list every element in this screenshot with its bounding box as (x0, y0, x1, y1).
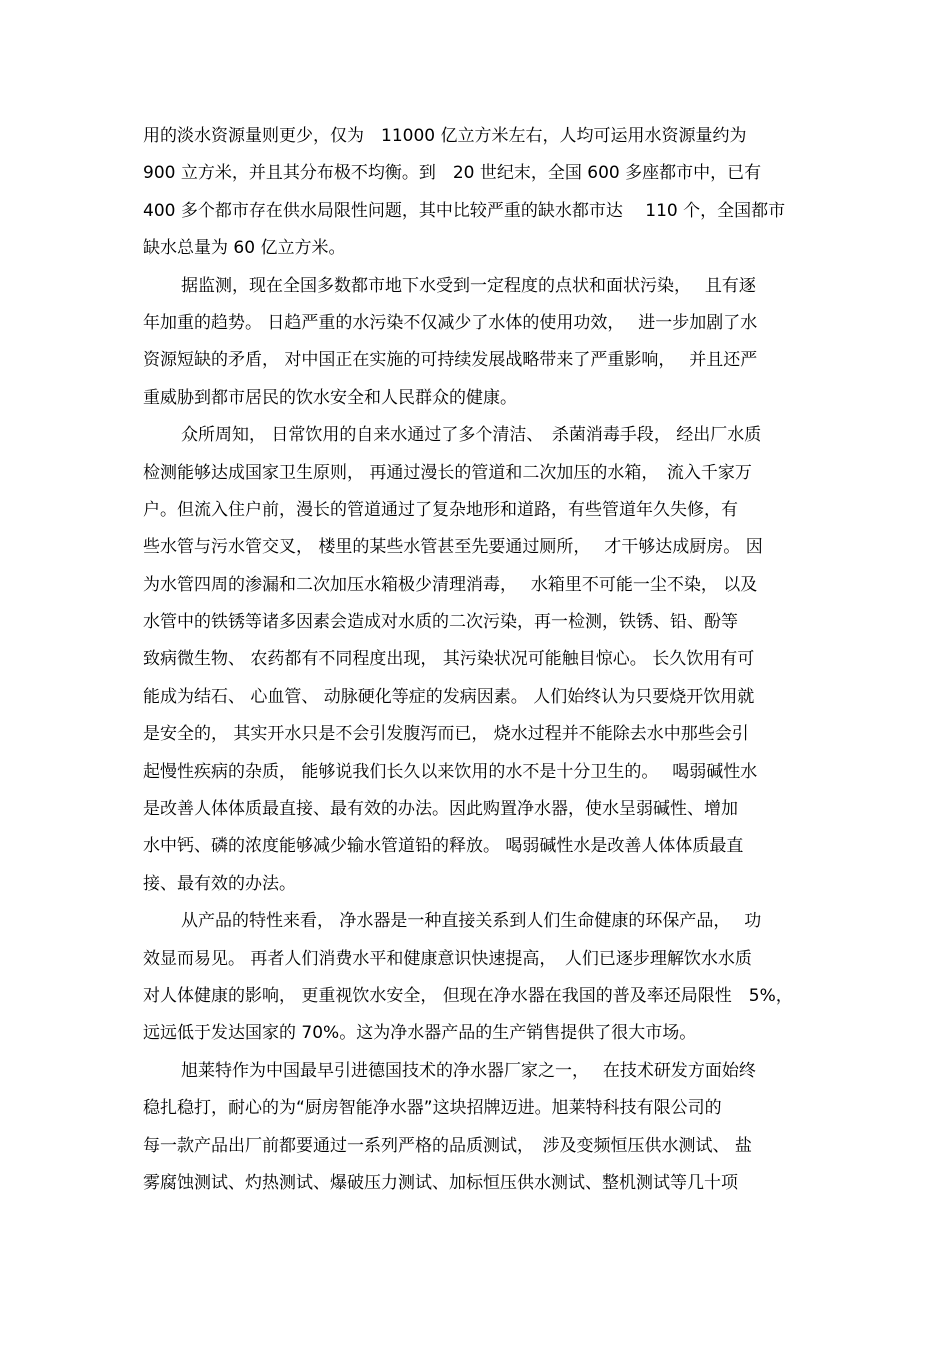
text-line: 些水管与污水管交叉， 楼里的某些水管甚至先要通过厕所， 才干够达成厨房。 因 (143, 537, 763, 558)
text-line: 能成为结石、 心血管、 动脉硬化等症的发病因素。 人们始终认为只要烧开饮用就 (143, 686, 755, 707)
text-line: 400 多个都市存在供水局限性问题，其中比较严重的缺水都市达 110 个，全国都市 (143, 200, 786, 221)
paragraph (143, 268, 833, 418)
text-line: 效显而易见。 再者人们消费水平和健康意识快速提高， 人们已逐步理解饮水水质 (143, 948, 752, 969)
text-line: 众所周知， 日常饮用的自来水通过了多个清洁、 杀菌消毒手段， 经出厂水质 (181, 425, 762, 446)
text-line: 据监测，现在全国多数都市地下水受到一定程度的点状和面状污染， 且有逐 (181, 275, 756, 296)
text-line: 900 立方米，并且其分布极不均衡。到 20 世纪末，全国 600 多座都市中，已有 (143, 163, 762, 184)
text-line: 年加重的趋势。 日趋严重的水污染不仅减少了水体的使用功效， 进一步加剧了水 (143, 312, 758, 333)
text-line: 资源短缺的矛盾， 对中国正在实施的可持续发展战略带来了严重影响， 并且还严 (143, 350, 758, 371)
text-line: 稳扎稳打，耐心的为“厨房智能净水器”这块招牌迈进。旭莱特科技有限公司的 (143, 1098, 722, 1119)
text-line: 接、最有效的办法。 (143, 873, 296, 894)
document-body (143, 118, 833, 1202)
text-line: 水管中的铁锈等诸多因素会造成对水质的二次污染，再一检测，铁锈、铅、酚等 (143, 612, 738, 633)
text-line: 缺水总量为 60 亿立方米。 (143, 238, 346, 259)
text-line: 重威胁到都市居民的饮水安全和人民群众的健康。 (143, 387, 517, 408)
text-line: 雾腐蚀测试、灼热测试、爆破压力测试、加标恒压供水测试、整机测试等几十项 (143, 1172, 738, 1193)
text-line: 用的淡水资源量则更少，仅为 11000 亿立方米左右，人均可运用水资源量约为 (143, 126, 747, 146)
text-line: 远远低于发达国家的 70%。这为净水器产品的生产销售提供了很大市场。 (143, 1023, 697, 1044)
text-line: 从产品的特性来看， 净水器是一种直接关系到人们生命健康的环保产品， 功 (181, 911, 762, 932)
paragraph (143, 903, 833, 1053)
text-line: 起慢性疾病的杂质， 能够说我们长久以来饮用的水不是十分卫生的。 喝弱碱性水 (143, 761, 758, 782)
text-line: 为水管四周的渗漏和二次加压水箱极少清理消毒， 水箱里不可能一尘不染， 以及 (143, 574, 758, 595)
text-line: 旭莱特作为中国最早引进德国技术的净水器厂家之一， 在技术研发方面始终 (181, 1060, 756, 1081)
text-line: 对人体健康的影响， 更重视饮水安全， 但现在净水器在我国的普及率还局限性 5%， (143, 985, 793, 1006)
paragraph (143, 417, 833, 903)
paragraph (143, 1053, 833, 1203)
text-line: 是改善人体体质最直接、最有效的办法。因此购置净水器，使水呈弱碱性、增加 (143, 799, 738, 820)
text-line: 是安全的， 其实开水只是不会引发腹泻而已， 烧水过程并不能除去水中那些会引 (143, 724, 749, 745)
paragraph (143, 118, 833, 268)
text-line: 检测能够达成国家卫生原则， 再通过漫长的管道和二次加压的水箱， 流入千家万 (143, 462, 752, 483)
text-line: 每一款产品出厂前都要通过一系列严格的品质测试， 涉及变频恒压供水测试、 盐 (143, 1135, 752, 1156)
text-line: 致病微生物、 农药都有不同程度出现， 其污染状况可能触目惊心。 长久饮用有可 (143, 649, 755, 670)
text-line: 户。但流入住户前，漫长的管道通过了复杂地形和道路，有些管道年久失修，有 (143, 499, 738, 520)
text-line: 水中钙、磷的浓度能够减少输水管道铅的释放。 喝弱碱性水是改善人体体质最直 (143, 836, 744, 857)
